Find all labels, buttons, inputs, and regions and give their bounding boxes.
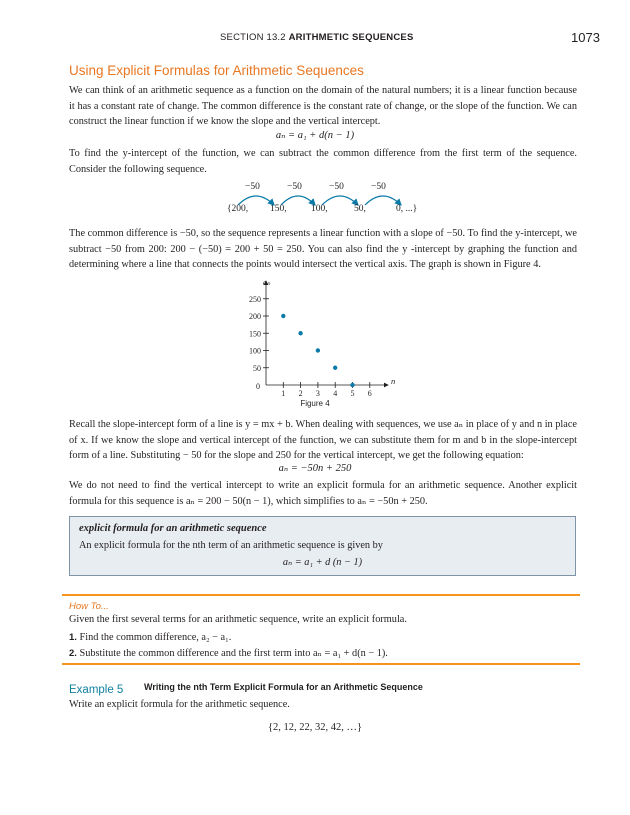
- paragraph-intro: We can think of an arithmetic sequence as a function on the domain of the natural numbers; it is a linear function because it has a constant rate of change. The common difference is the constant rate of change, or the slope of the function. We can construct the linear function if we know the slope and the vertical intercept.: [69, 85, 577, 127]
- section-header: [220, 32, 413, 43]
- step-text: Find the common difference, a₂ − a₁.: [79, 632, 232, 643]
- figure-caption: Figure 4: [300, 399, 330, 408]
- data-point: [281, 314, 285, 318]
- step-number: 2.: [69, 648, 77, 659]
- difference-label: −50: [245, 182, 260, 192]
- definition-formula: aₙ = a₁ + d (n − 1): [282, 557, 363, 568]
- difference-label: −50: [287, 182, 302, 192]
- page-number: 1073: [571, 30, 600, 45]
- sequence-term: 150,: [270, 204, 287, 214]
- example-title: Writing the nth Term Explicit Formula for an Arithmetic Sequence: [144, 682, 423, 692]
- example-label: Example 5: [69, 684, 124, 696]
- sequence-diagram: [0, 175, 630, 215]
- step-number: 1.: [69, 632, 77, 643]
- x-tick-label: 2: [298, 389, 303, 398]
- howto-step-2: [69, 647, 388, 659]
- paragraph-explicit-formula: We do not need to find the vertical intercept to write an explicit formula for an arithmetic sequence. Another explicit formula for this sequence is aₙ = 200 − 50(n − 1), which simplifies to aₙ = −50n + 250.: [69, 480, 577, 507]
- section-title: ARITHMETIC SEQUENCES: [288, 32, 414, 43]
- linear-equation: aₙ = −50n + 250: [278, 463, 352, 474]
- howto-step-1: [69, 632, 231, 643]
- data-point: [316, 348, 320, 352]
- definition-body: An explicit formula for the nth term of an arithmetic sequence is given by: [79, 540, 383, 551]
- sequence-term: 100,: [311, 204, 328, 214]
- x-tick-label: 5: [350, 389, 355, 398]
- example-sequence: {2, 12, 22, 32, 42, …}: [267, 722, 363, 733]
- data-point: [298, 331, 302, 335]
- x-tick-label: 4: [333, 389, 338, 398]
- howto-prompt: Given the first several terms for an arithmetic sequence, write an explicit formula.: [69, 614, 407, 625]
- section-heading: Using Explicit Formulas for Arithmetic Sequences: [69, 63, 364, 78]
- y-tick-label: 50: [253, 363, 261, 373]
- section-number: SECTION 13.2: [220, 32, 286, 43]
- howto-bottom-rule: [62, 663, 580, 665]
- scatter-plot: [240, 275, 410, 405]
- paragraph-common-difference: The common difference is −50, so the sequence represents a linear function with a slope of −50. To find the y-intercept, we subtract −50 from 200: 200 − (−50) = 200 + 50 = 250. You can also find the y -intercept by graphing the function and determining where a line that connects the points would intersect the vertical axis. The graph is shown in Figure 4.: [69, 228, 577, 270]
- sequence-term: 0, ...}: [396, 204, 418, 214]
- sequence-term: {200,: [227, 204, 249, 214]
- data-point: [350, 383, 354, 387]
- y-tick-label: 200: [249, 312, 261, 321]
- y-tick-label: 250: [249, 294, 261, 304]
- difference-label: −50: [329, 182, 344, 192]
- definition-box: [69, 516, 576, 576]
- x-tick-label: 1: [281, 389, 286, 398]
- x-tick-label: 3: [315, 389, 320, 398]
- y-tick-label: 150: [249, 329, 261, 339]
- difference-label: −50: [371, 182, 386, 192]
- x-tick-label: 6: [367, 389, 372, 398]
- data-point: [333, 366, 337, 370]
- y-axis-label: aₙ: [263, 278, 271, 287]
- sequence-term: 50,: [354, 204, 366, 214]
- origin-label: 0: [256, 382, 260, 391]
- howto-label: How To...: [69, 601, 109, 612]
- figure-4-plot: [240, 275, 410, 405]
- paragraph-slope-intercept: Recall the slope-intercept form of a line is y = mx + b. When dealing with sequences, we use aₙ in place of y and n in place of x. If we know the slope and vertical intercept of the function, we can substitute them for m and b in the slope-intercept form of a line. Substituting − 50 for the slope and 250 for the vertical intercept, we get the following equation:: [69, 419, 577, 461]
- step-text: Substitute the common difference and the first term into aₙ = a₁ + d(n − 1).: [79, 648, 388, 659]
- general-formula: aₙ = a₁ + d(n − 1): [275, 130, 355, 141]
- paragraph-y-intercept: To find the y-intercept of the function, we can subtract the common difference from the first term of the sequence. Consider the following sequence.: [69, 148, 577, 175]
- definition-title: explicit formula for an arithmetic sequence: [79, 523, 267, 534]
- example-heading: [69, 680, 423, 698]
- running-header: [0, 30, 630, 46]
- x-axis-label: n: [391, 376, 396, 386]
- howto-top-rule: [62, 594, 580, 596]
- example-instruction: Write an explicit formula for the arithmetic sequence.: [69, 699, 290, 710]
- y-tick-label: 100: [249, 346, 261, 356]
